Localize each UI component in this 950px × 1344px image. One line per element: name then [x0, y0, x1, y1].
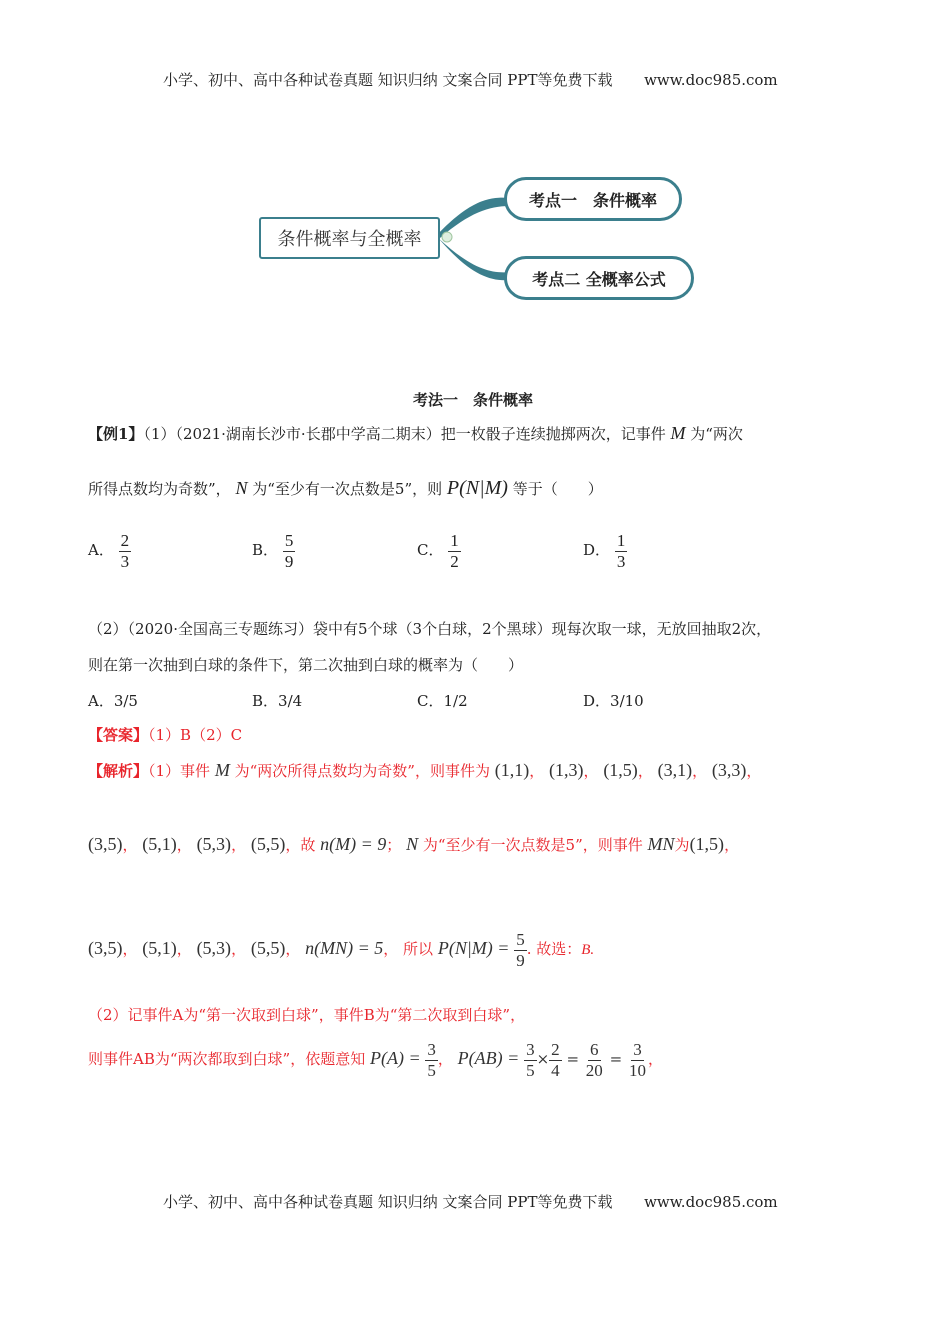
example1-line2b: 为“至少有一次点数是5”，则 — [252, 480, 443, 498]
example1-intro2: 为“两次 — [690, 425, 743, 443]
answer-choice: B. — [581, 942, 595, 959]
analysis-text: ； — [386, 836, 402, 854]
frac-den: 10 — [628, 1060, 646, 1080]
frac-den: 9 — [284, 551, 294, 571]
pair: (5,3) — [196, 834, 232, 854]
option-letter: C． — [417, 541, 444, 560]
header-url: www.doc985.com — [644, 71, 778, 89]
analysis-text: 为“至少有一次点数是5”，则事件 — [422, 836, 643, 854]
frac-den: 5 — [526, 1060, 535, 1080]
var-M: M — [670, 423, 686, 443]
mindmap-connectors — [0, 0, 950, 340]
fraction — [584, 1040, 605, 1080]
fraction — [425, 1040, 438, 1080]
answer-text: （1）B（2）C — [148, 726, 243, 744]
footer-url: www.doc985.com — [644, 1193, 778, 1211]
analysis-label: 【解析】 — [88, 762, 149, 780]
analysis-text: . 故选： — [526, 940, 582, 959]
mindmap-root: 条件概率与全概率 — [259, 217, 440, 259]
var-N: N — [406, 834, 419, 854]
equals-sign: = — [609, 1050, 623, 1069]
option-1C — [417, 531, 461, 571]
option-1B — [252, 531, 295, 571]
answer-label: 【答案】 — [88, 726, 149, 744]
option-2A: A．3/5 — [88, 692, 138, 710]
option-letter: D． — [583, 541, 611, 560]
analysis-text: （1）事件 — [148, 762, 211, 780]
pair: (5,1) — [142, 938, 177, 959]
option-fraction — [283, 531, 296, 571]
equals-sign: = — [566, 1050, 580, 1069]
frac-num: 5 — [284, 531, 294, 550]
header-text: 小学、初中、高中各种试卷真题 知识归纳 文案合同 PPT等免费下载 — [163, 71, 613, 89]
var-N: N — [235, 478, 248, 498]
frac-den: 4 — [551, 1060, 560, 1080]
expr-P-N-given-M: P(N|M) — [446, 477, 508, 499]
mindmap-node-2: 考点二 全概率公式 — [504, 256, 694, 300]
frac-den: 5 — [427, 1060, 436, 1080]
option-fraction — [119, 531, 132, 571]
option-letter: A． — [88, 541, 114, 560]
expr-nMN: n(MN) = 5 — [305, 938, 384, 959]
pair: (3,1) — [657, 760, 693, 780]
option-1D — [583, 531, 627, 571]
analysis-line2: (3,5)， (5,1)， (5,3)， (5,5)，故 n(M) = 9； N 为“至少有一次点数是5”，则事件 MN为(1,5)， — [88, 834, 740, 854]
example1-line1 — [88, 423, 743, 444]
frac-num: 2 — [551, 1040, 560, 1059]
example1-part2-line1: （2）（2020·全国高三专题练习）袋中有5个球（3个白球，2个黑球）现每次取一球，无放回抽取2次， — [88, 620, 772, 638]
expr-P: P(N|M) = — [437, 938, 510, 959]
frac-den: 9 — [516, 950, 525, 970]
expr-PAB: P(AB) = — [457, 1048, 520, 1069]
pair: (3,3) — [711, 760, 747, 780]
pair: (1,5) — [689, 834, 725, 854]
pair: (5,1) — [142, 834, 177, 854]
example1-line2 — [88, 477, 603, 500]
frac-den: 2 — [450, 551, 459, 571]
mindmap-node-1: 考点一 条件概率 — [504, 177, 682, 221]
frac-num: 2 — [120, 531, 130, 550]
mindmap-collapse-icon — [442, 232, 452, 242]
analysis-text: ，故 — [285, 836, 316, 854]
page-footer — [163, 1191, 778, 1212]
times-sign: × — [536, 1050, 550, 1069]
answer-line — [88, 724, 242, 745]
analysis-part2-line2: 则事件AB为“两次都取到白球”，依题意知 P(A) = $\frac{3}{5}$ ， P(AB) = $\frac{3}{5}$ × $\frac{2}{4}$ = $\frac{6}{20}$ = $\frac{3}{10}$ ， — [88, 1040, 663, 1080]
option-2C: C．1/2 — [417, 692, 468, 710]
analysis-line3: (3,5)， (5,1)， (5,3)， (5,5)， n(MN) = 5， 所以 P(N|M) = $\frac{5}{9}$ . 故选：B. — [88, 930, 595, 970]
frac-num: 6 — [590, 1040, 599, 1059]
analysis-text: 则事件AB为“两次都取到白球”，依题意知 — [88, 1050, 366, 1069]
pair: (5,3) — [196, 938, 232, 959]
frac-num: 3 — [526, 1040, 535, 1059]
fraction-5-9 — [514, 930, 527, 970]
option-fraction — [448, 531, 461, 571]
analysis-text: 为“两次所得点数均为奇数”，则事件为 — [234, 762, 490, 780]
option-1A — [88, 531, 131, 571]
pair: (5,5) — [250, 938, 286, 959]
fraction — [549, 1040, 562, 1080]
footer-text: 小学、初中、高中各种试卷真题 知识归纳 文案合同 PPT等免费下载 — [163, 1193, 613, 1211]
analysis-text: 所以 — [403, 940, 434, 959]
pair: (1,5) — [603, 760, 638, 780]
analysis-part2-line1: （2）记事件A为“第一次取到白球”，事件B为“第二次取到白球”， — [88, 1006, 526, 1024]
frac-num: 1 — [616, 531, 626, 550]
pair: (1,1) — [494, 760, 530, 780]
pair: (5,5) — [250, 834, 286, 854]
expr-nM: n(M) = 9 — [320, 834, 387, 854]
fraction — [627, 1040, 648, 1080]
example1-intro: （1）（2021·湖南长沙市·长郡中学高二期末）把一枚骰子连续抛掷两次，记事件 — [143, 425, 666, 443]
frac-den: 3 — [120, 551, 130, 571]
fraction — [524, 1040, 537, 1080]
frac-num: 5 — [516, 930, 525, 949]
pair: (1,3) — [549, 760, 584, 780]
pair: (3,5) — [88, 938, 123, 959]
frac-num: 1 — [450, 531, 459, 550]
frac-num: 3 — [633, 1040, 642, 1059]
example1-line2c: 等于（ ） — [512, 480, 603, 498]
option-fraction — [615, 531, 628, 571]
analysis-text: 为 — [674, 836, 690, 854]
frac-num: 3 — [427, 1040, 436, 1059]
frac-den: 3 — [616, 551, 626, 571]
option-2B: B．3/4 — [252, 692, 303, 710]
pair: (3,5) — [88, 834, 123, 854]
example-label: 【例1】 — [88, 425, 144, 443]
option-2D: D．3/10 — [583, 692, 644, 710]
expr-PA: P(A) = — [369, 1048, 421, 1069]
mindmap-branch-lower — [436, 236, 510, 280]
option-letter: B． — [252, 541, 279, 560]
analysis-line1: 【解析】（1）事件 M 为“两次所得点数均为奇数”，则事件为 (1,1)， (1,3)， (1,5)， (3,1)， (3,3)， — [88, 760, 762, 780]
example1-line2a: 所得点数均为奇数”， — [88, 480, 231, 498]
section-title: 考法一 条件概率 — [413, 391, 534, 409]
frac-den: 20 — [585, 1060, 603, 1080]
example1-part2-line2: 则在第一次抽到白球的条件下，第二次抽到白球的概率为（ ） — [88, 656, 524, 674]
var-MN: MN — [647, 834, 675, 854]
var-M: M — [214, 760, 230, 780]
